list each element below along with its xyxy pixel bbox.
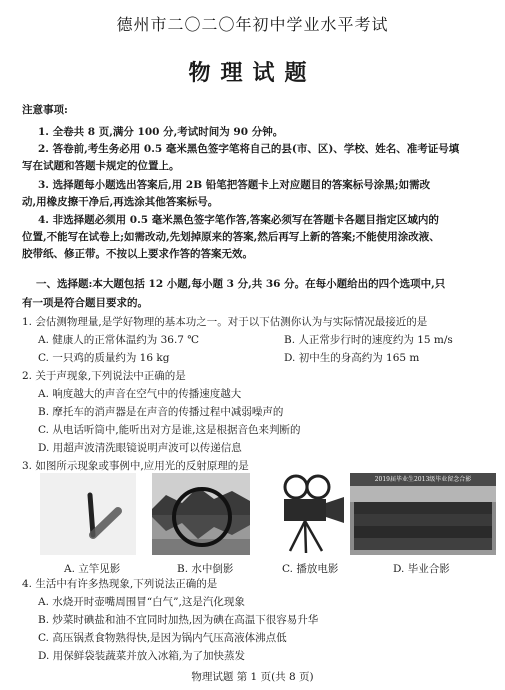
stick-shadow-image [40,473,136,555]
notice-heading: 注意事项: [22,104,68,116]
q4-option-b: B. 炒菜时碘盐和油不宜同时加热,因为碘在高温下很容易升华 [38,614,319,626]
notice-line: 位置,不能写在试卷上;如需改动,先划掉原来的答案,然后再写上新的答案;不能使用涂改液、 [22,231,440,243]
film-projector-image [262,473,354,555]
page-footer: 物理试题 第 1 页(共 8 页) [191,671,314,683]
notice-line: 动,用橡皮擦干净后,再选涂其他答案标号。 [22,196,219,208]
exam-header: 德州市二〇二〇年初中学业水平考试 [116,15,389,34]
q2-option-d: D. 用超声波清洗眼镜说明声波可以传递信息 [38,442,242,454]
q1-option-d: D. 初中生的身高约为 165 m [284,352,420,364]
graduation-photo-image [350,473,496,555]
q1-option-c: C. 一只鸡的质量约为 16 kg [38,352,170,364]
q3-option-b: B. 水中倒影 [177,563,234,575]
q2-option-b: B. 摩托车的消声器是在声音的传播过程中减弱噪声的 [38,406,284,418]
notice-line: 3. 选择题每小题选出答案后,用 2B 铅笔把答题卡上对应题目的答案标号涂黑;如需改 [38,179,431,191]
q3-option-c: C. 播放电影 [282,563,339,575]
notice-line: 2. 答卷前,考生务必用 0.5 毫米黑色签字笔将自己的县(市、区)、学校、姓名、准考证号填 [38,143,460,155]
q2-option-c: C. 从电话听筒中,能听出对方是谁,这是根据音色来判断的 [38,424,301,436]
photo-banner: 2019届毕业生2013级毕业留念合影 [350,473,496,486]
question-2-stem: 2. 关于声现象,下列说法中正确的是 [22,370,186,382]
q3-option-a: A. 立竿见影 [64,563,121,575]
page-title: 物理试题 [188,60,317,86]
question-4-stem: 4. 生活中有许多热现象,下列说法正确的是 [22,578,218,590]
notice-line: 4. 非选择题必须用 0.5 毫米黑色签字笔作答,答案必须写在答题卡各题目指定区域内的 [38,214,439,226]
notice-line: 写在试题和答题卡规定的位置上。 [22,160,180,172]
q1-option-b: B. 人正常步行时的速度约为 15 m/s [284,334,453,346]
q3-option-d: D. 毕业合影 [393,563,450,575]
q4-option-a: A. 水烧开时壶嘴周围冒“白气”,这是汽化现象 [38,596,245,608]
notice-line: 1. 全卷共 8 页,满分 100 分,考试时间为 90 分钟。 [38,126,284,138]
section-heading: 一、选择题:本大题包括 12 小题,每小题 3 分,共 36 分。在每小题给出的四个选项中,只 [36,278,446,290]
question-3-stem: 3. 如图所示现象或事例中,应用光的反射原理的是 [22,460,249,472]
q4-option-c: C. 高压锅煮食物熟得快,是因为锅内气压高液体沸点低 [38,632,287,644]
question-1-stem: 1. 会估测物理量,是学好物理的基本功之一。对于以下估测你认为与实际情况最接近的是 [22,316,428,328]
q2-option-a: A. 响度越大的声音在空气中的传播速度越大 [38,388,242,400]
water-reflection-image [152,473,250,555]
q4-option-d: D. 用保鲜袋装蔬菜并放入冰箱,为了加快蒸发 [38,650,246,662]
section-heading-cont: 有一项是符合题目要求的。 [22,297,148,309]
q1-option-a: A. 健康人的正常体温约为 36.7 ℃ [38,334,200,346]
notice-line: 胶带纸、修正带。不按以上要求作答的答案无效。 [22,248,253,260]
